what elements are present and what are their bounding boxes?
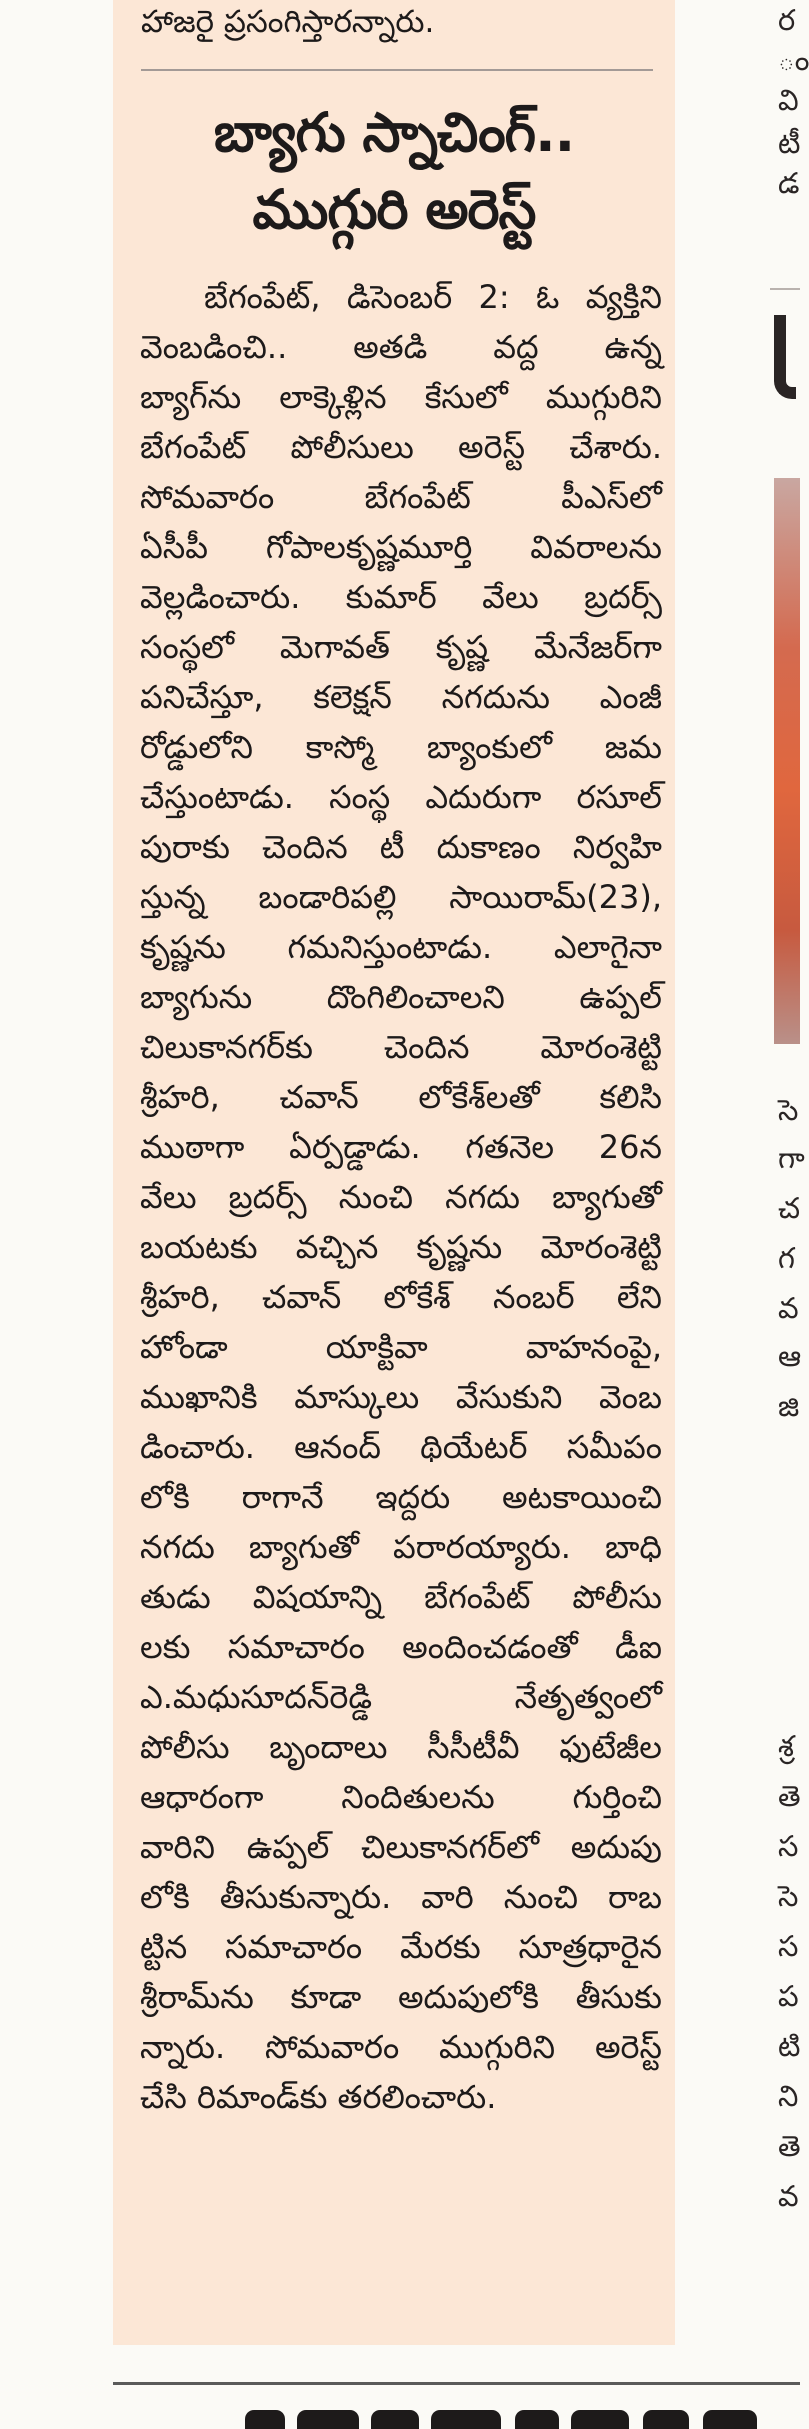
adjacent-text-fragment: ం [778,43,809,77]
adjacent-text-fragment: టి [778,2029,801,2063]
body-line: తుడు విషయాన్ని బేగంపేట్ పోలీసు [140,1578,662,1616]
body-line: బేగంపేట్, డిసెంబర్ 2: ఓ వ్యక్తిని [204,278,662,316]
body-line: వారిని ఉప్పల్ చిలుకానగర్‌లో అదుపు [140,1828,662,1866]
body-line: రోడ్డులోని కాస్మో బ్యాంకులో జమ [140,728,662,766]
adjacent-text-fragment: తె [778,2129,801,2163]
body-line: న్నారు. సోమవారం ముగ్గురిని అరెస్ట్ [140,2028,662,2066]
adjacent-text-fragment: తె [778,1779,801,1813]
adjacent-text-fragment: చ [778,1191,801,1225]
body-line: లకు సమాచారం అందించడంతో డీఐ [140,1628,662,1666]
body-line: పనిచేస్తూ, కలెక్షన్ నగదును ఎంజీ [140,678,662,716]
body-line: బ్యాగ్‌ను లాక్కెళ్లిన కేసులో ముగ్గురిని [140,378,662,416]
article-body [140,272,662,2122]
title-separator [141,69,653,71]
adjacent-rule [770,288,800,290]
body-line: సంస్థలో మెగావత్ కృష్ణ మేనేజర్‌గా [140,628,662,666]
body-line: బేగంపేట్ పోలీసులు అరెస్ట్ చేశారు. [140,428,662,466]
body-line: శ్రీరామ్‌ను కూడా అదుపులోకి తీసుకు [140,1978,662,2016]
body-line: చేసి రిమాండ్‌కు తరలించారు. [140,2078,497,2116]
adjacent-text-fragment: స [778,1829,799,1863]
next-headline-fragment [245,2398,800,2429]
body-line: సోమవారం బేగంపేట్ పీఎస్‌లో [140,478,662,516]
body-line: ముఖానికి మాస్కులు వేసుకుని వెంబ [140,1378,662,1416]
adjacent-text-fragment: శ్ర [778,1729,794,1763]
body-line: ఏసీపీ గోపాలకృష్ణమూర్తి వివరాలను [140,528,662,566]
body-line: వేలు బ్రదర్స్ నుంచి నగదు బ్యాగుతో [140,1178,662,1216]
body-line: శ్రీహరి, చవాన్ లోకేశ్‌లతో కలిసి [140,1078,662,1116]
body-line: డించారు. ఆనంద్ థియేటర్ సమీపం [140,1428,662,1466]
adjacent-text-fragment: వ [778,2179,799,2213]
article-column [113,0,675,2345]
adjacent-headline-glyph [774,315,796,399]
adjacent-text-fragment: గా [778,1141,805,1175]
page-bottom-rule [113,2382,800,2385]
body-line: ముఠాగా ఏర్పడ్డాడు. గతనెల 26న [140,1128,662,1166]
body-line: వెంబడించి.. అతడి వద్ద ఉన్న [140,328,662,366]
body-line: లోకి తీసుకున్నారు. వారి నుంచి రాబ [140,1878,662,1916]
previous-article-tail: హాజరై ప్రసంగిస్తారన్నారు. [141,4,435,40]
adjacent-text-fragment: వి [778,83,799,117]
body-line: స్తున్న బండారిపల్లి సాయిరామ్(23), [140,878,662,916]
adjacent-text-fragment: ఆ [778,1339,802,1373]
adjacent-text-fragment: ని [778,2079,799,2113]
body-line: నగదు బ్యాగుతో పరారయ్యారు. బాధి [140,1528,662,1566]
adjacent-photo [774,478,800,1044]
body-line: బ్యాగును దొంగిలించాలని ఉప్పల్ [140,978,662,1016]
body-line: లోకి రాగానే ఇద్దరు అటకాయించి [140,1478,662,1516]
adjacent-text-fragment: సె [778,1093,799,1127]
adjacent-article-fragment [770,0,809,2345]
headline-line-2: ముగ్గురి అరెస్ట్ [252,178,536,241]
adjacent-text-fragment: సె [778,1879,799,1913]
body-line: చేస్తుంటాడు. సంస్థ ఎదురుగా రసూల్ [140,778,662,816]
adjacent-text-fragment: జి [778,1389,800,1423]
body-line: బయటకు వచ్చిన కృష్ణను మోరంశెట్టి [140,1228,662,1266]
adjacent-text-fragment: వ [778,1291,799,1325]
adjacent-text-fragment: గ [778,1241,795,1275]
body-line: ఎ.మధుసూదన్‌రెడ్డి నేతృత్వంలో [140,1678,662,1716]
adjacent-text-fragment: టీ [778,126,801,160]
body-line: చిలుకానగర్‌కు చెందిన మోరంశెట్టి [140,1028,662,1066]
body-line: శ్రీహరి, చవాన్ లోకేశ్ నంబర్ లేని [140,1278,662,1316]
body-line: ఆధారంగా నిందితులను గుర్తించి [140,1778,662,1816]
adjacent-text-fragment: ర [778,3,796,37]
headline-line-1: బ్యాగు స్నాచింగ్.. [213,101,575,164]
body-line: పోలీసు బృందాలు సీసీటీవీ ఫుటేజీల [140,1728,662,1766]
body-line: హోండా యాక్టివా వాహనంపై, [140,1328,662,1366]
body-line: ట్టిన సమాచారం మేరకు సూత్రధారైన [140,1928,662,1966]
adjacent-text-fragment: స [778,1929,799,1963]
body-line: పురాకు చెందిన టీ దుకాణం నిర్వహి [140,828,662,866]
body-line: వెల్లడించారు. కుమార్ వేలు బ్రదర్స్ [140,578,662,616]
adjacent-text-fragment: డ [778,166,800,200]
adjacent-text-fragment: ప [778,1979,799,2013]
body-line: కృష్ణను గమనిస్తుంటాడు. ఎలాగైనా [140,928,662,966]
